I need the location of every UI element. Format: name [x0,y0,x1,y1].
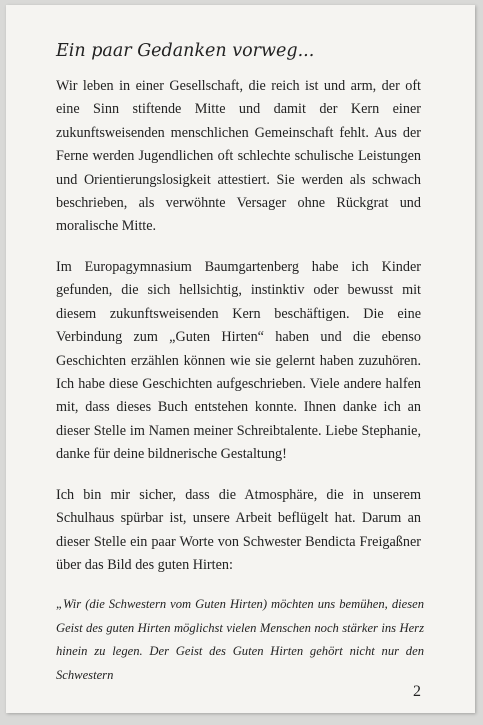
page-number: 2 [413,683,421,700]
paragraph-2: Im Europagymnasium Baumgartenberg habe ich Kinder gefunden, die sich hellsichtig, instinktiv oder bewusst mit diesem zukunftsweisenden Kern beschäftigen. Die eine Verbindung zum „Guten Hirten“ haben und die ebenso Geschichten erzählen können wie sie gelernt haben zuzuhören. Ich habe diese Geschichten aufgeschrieben. Viele andere halfen mit, dass dieses Buch entstehen konnte. Ihnen danke ich an dieser Stelle im Namen meiner Schreibtalente. Liebe Stephanie, danke für deine bildnerische Gestaltung! [56,259,421,463]
paragraph-3: Ich bin mir sicher, dass die Atmosphäre, die in unserem Schulhaus spürbar ist, unsere Arbeit beflügelt hat. Darum an dieser Stelle ein paar Worte von Schwester Bendicta Freigaßner über das Bild des guten Hirten: [56,487,421,574]
quote-paragraph: „Wir (die Schwestern vom Guten Hirten) möchten uns bemühen, diesen Geist des guten Hirten möglichst vielen Menschen noch stärker ins Herz hinein zu legen. Der Geist des Guten Hirten gehört nicht nur den Schwestern [56,597,424,682]
paragraph-1: Wir leben in einer Gesellschaft, die reich ist und arm, der oft eine Sinn stiftende Mitte und damit der Kern einer zukunftsweisenden menschlichen Gemeinschaft fehlt. Aus der Ferne werden Jugendlichen oft schlechte schulische Leistungen und Orientierungslosigkeit attestiert. Sie werden als schwach beschrieben, als verwöhnte Versager ohne Rückgrat und moralische Mitte. [56,78,421,235]
book-page [6,5,475,713]
section-heading: Ein paar Gedanken vorweg... [56,41,315,61]
